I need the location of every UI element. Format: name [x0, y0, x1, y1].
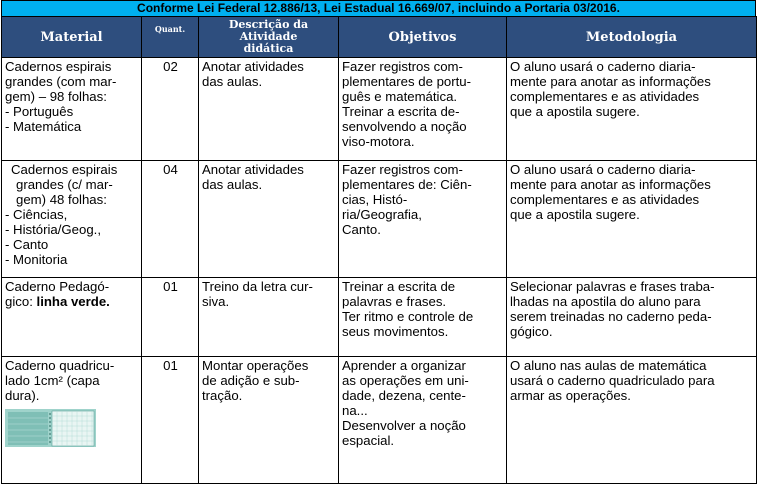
obj-line: guês e matemática.	[342, 89, 458, 104]
obj-line: palavras e frases.	[342, 294, 447, 309]
material-line: dura).	[5, 388, 40, 403]
material-line: gem) – 98 folhas:	[5, 89, 107, 104]
material-line: gem) 48 folhas:	[16, 192, 107, 207]
desc-line: das aulas.	[202, 177, 263, 192]
material-line: grandes (c/ mar-	[16, 177, 113, 192]
obj-line: Ter ritmo e controle de	[342, 309, 474, 324]
cell-quant: 02	[142, 58, 199, 161]
met-line: usará o caderno quadriculado para	[510, 373, 715, 388]
material-line: - Canto	[5, 237, 49, 252]
desc-line: Montar operações	[202, 358, 309, 373]
cell-metodologia	[507, 357, 757, 484]
met-line: complementares e as atividades	[510, 89, 700, 104]
met-line: armar as operações.	[510, 388, 631, 403]
cell-material	[2, 58, 142, 161]
material-line: - Monitoria	[5, 252, 68, 267]
header-desc-line: Atividade	[239, 30, 298, 43]
met-line: mente para anotar as informações	[510, 74, 711, 89]
material-line: Caderno quadricu-	[5, 358, 115, 373]
table-row	[2, 161, 757, 278]
table-row	[2, 58, 757, 161]
met-line: O aluno usará o caderno diaria-	[510, 162, 696, 177]
met-line: serem treinadas no caderno peda-	[510, 309, 712, 324]
material-line: grandes (com mar-	[5, 74, 117, 89]
cell-objetivos	[339, 58, 507, 161]
cell-metodologia	[507, 58, 757, 161]
cell-objetivos	[339, 161, 507, 278]
met-line: O aluno usará o caderno diaria-	[510, 59, 696, 74]
met-line: gógico.	[510, 324, 553, 339]
obj-line: na...	[342, 403, 368, 418]
obj-line: Fazer registros com-	[342, 162, 463, 177]
legal-banner: Conforme Lei Federal 12.886/13, Lei Estadual 16.669/07, incluindo a Portaria 03/2016.	[1, 0, 756, 16]
cell-desc	[199, 278, 339, 357]
material-line: Caderno Pedagó-	[5, 279, 110, 294]
met-line: complementares e as atividades	[510, 192, 700, 207]
obj-line: ria/Geografia,	[342, 207, 422, 222]
cell-material	[2, 357, 142, 484]
obj-line: dade, dezena, cente-	[342, 388, 466, 403]
cell-quant: 01	[142, 278, 199, 357]
obj-line: Fazer registros com-	[342, 59, 463, 74]
cell-desc	[199, 58, 339, 161]
cell-metodologia	[507, 161, 757, 278]
desc-line: das aulas.	[202, 74, 263, 89]
material-line: Cadernos espirais	[5, 59, 112, 74]
obj-line: Aprender a organizar	[342, 358, 466, 373]
desc-line: Anotar atividades	[202, 59, 304, 74]
obj-line: espacial.	[342, 433, 395, 448]
header-desc	[199, 17, 339, 58]
table-header-row	[2, 17, 757, 58]
obj-line: Treinar a escrita de-	[342, 104, 460, 119]
document	[1, 0, 756, 484]
materials-table	[1, 16, 757, 484]
header-material: Material	[2, 17, 142, 58]
desc-line: de adição e sub-	[202, 373, 300, 388]
material-line: Cadernos espirais	[11, 162, 118, 177]
obj-line: plementares de: Ciên-	[342, 177, 472, 192]
material-line: - História/Geog.,	[5, 222, 102, 237]
met-line: que a apostila sugere.	[510, 207, 640, 222]
cell-objetivos	[339, 278, 507, 357]
material-line	[5, 294, 139, 309]
cell-desc	[199, 161, 339, 278]
obj-line: viso-motora.	[342, 134, 415, 149]
met-line: O aluno nas aulas de matemática	[510, 358, 707, 373]
obj-line: Treinar a escrita de	[342, 279, 456, 294]
table-row	[2, 278, 757, 357]
obj-line: senvolvendo a noção	[342, 119, 467, 134]
header-desc-line: didática	[243, 42, 294, 55]
obj-line: plementares de portu-	[342, 74, 472, 89]
met-line: mente para anotar as informações	[510, 177, 711, 192]
met-line: que a apostila sugere.	[510, 104, 640, 119]
obj-line: Desenvolver a noção	[342, 418, 466, 433]
desc-line: siva.	[202, 294, 230, 309]
grid-notebook-image	[5, 409, 96, 447]
header-metodologia: Metodologia	[507, 17, 757, 58]
cell-quant: 01	[142, 357, 199, 484]
desc-line: Treino da letra cur-	[202, 279, 313, 294]
cell-quant: 04	[142, 161, 199, 278]
cell-material	[2, 161, 142, 278]
header-quant: Quant.	[142, 17, 199, 58]
obj-line: Canto.	[342, 222, 381, 237]
desc-line: Anotar atividades	[202, 162, 304, 177]
cell-desc	[199, 357, 339, 484]
material-text: gico:	[5, 294, 37, 309]
desc-line: tração.	[202, 388, 243, 403]
table-row	[2, 357, 757, 484]
obj-line: as operações em uni-	[342, 373, 469, 388]
material-highlight: linha verde.	[36, 294, 110, 309]
material-line: - Matemática	[5, 119, 82, 134]
material-line: - Português	[5, 104, 74, 119]
header-desc-line: Descrição da	[228, 18, 309, 31]
cell-objetivos	[339, 357, 507, 484]
cell-metodologia	[507, 278, 757, 357]
met-line: lhadas na apostila do aluno para	[510, 294, 701, 309]
obj-line: seus movimentos.	[342, 324, 449, 339]
header-objetivos: Objetivos	[339, 17, 507, 58]
met-line: Selecionar palavras e frases traba-	[510, 279, 715, 294]
material-line: lado 1cm² (capa	[5, 373, 100, 388]
obj-line: cias, Histó-	[342, 192, 408, 207]
cell-material	[2, 278, 142, 357]
material-line: - Ciências,	[5, 207, 68, 222]
